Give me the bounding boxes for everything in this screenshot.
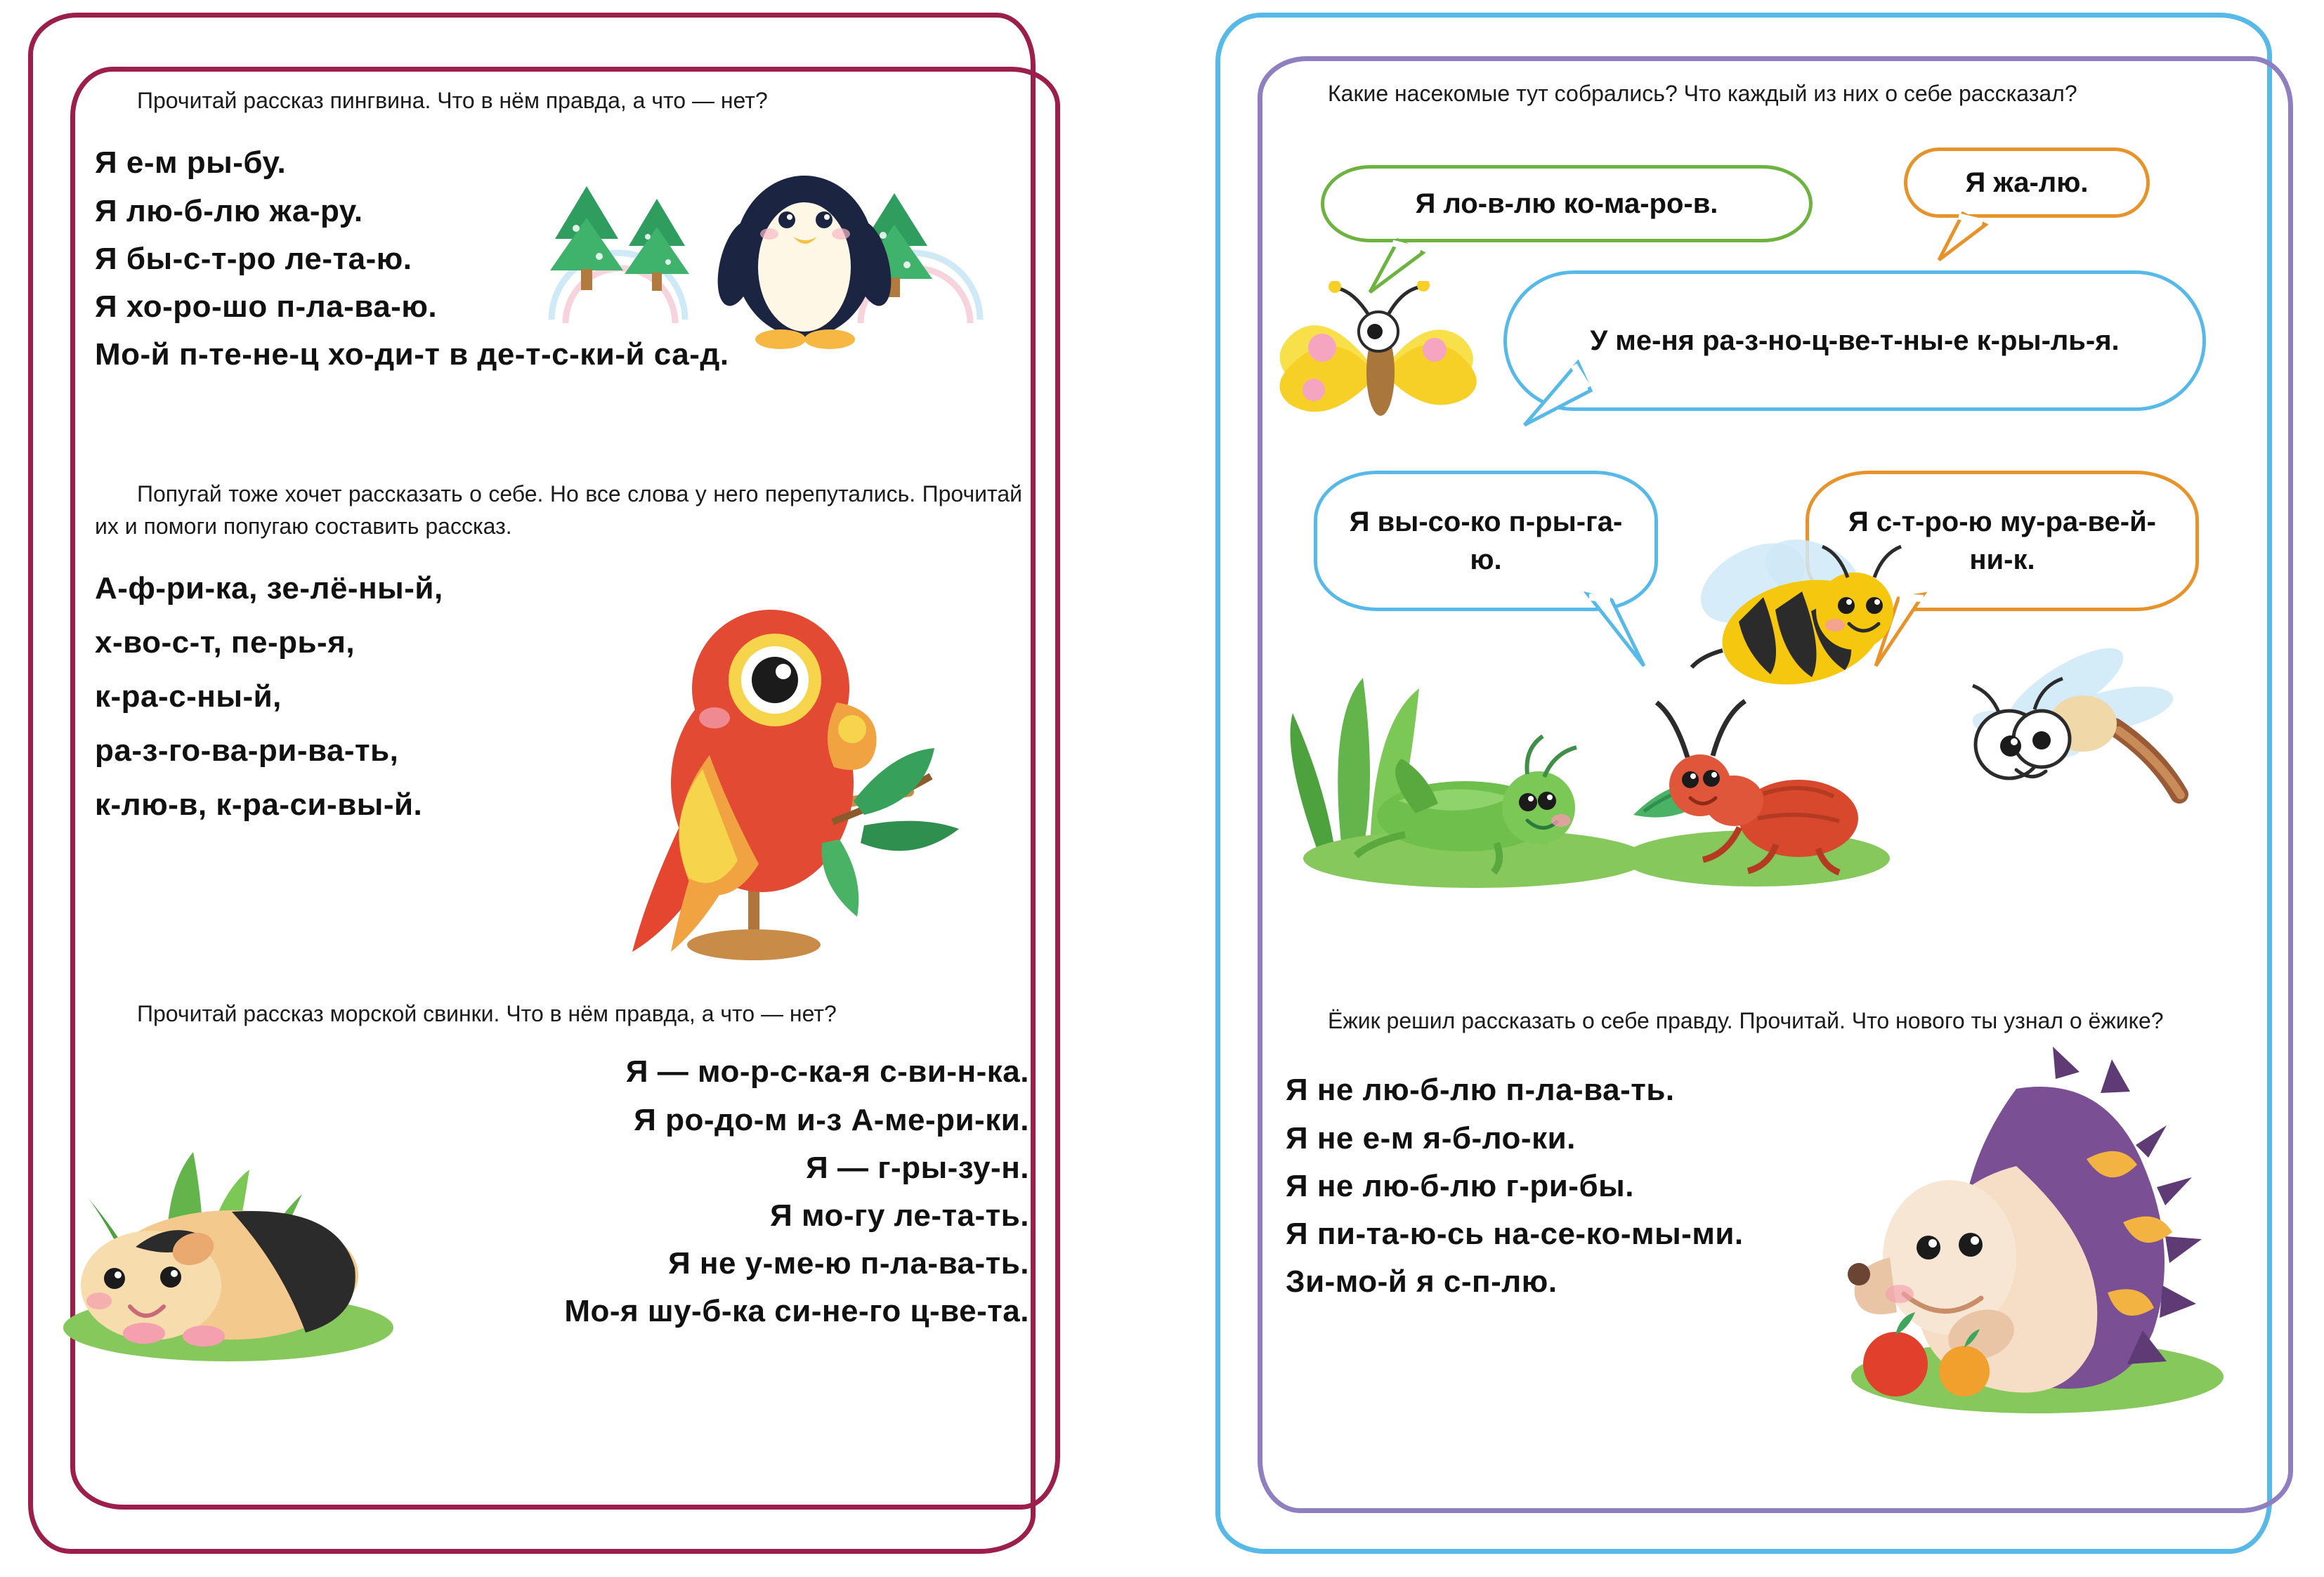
hedgehog-line-4: Я пи-та-ю-сь на-се-ко-мы-ми.: [1286, 1216, 1744, 1251]
penguin-illustration: [544, 144, 994, 376]
parrot-line-1: А-ф-ри-ка, зе-лё-ны-й,: [95, 570, 443, 606]
dragonfly-illustration: [1904, 611, 2199, 843]
butterfly-icon: [1279, 281, 1476, 416]
guinea-pig-line-5: Я не у-ме-ю п-ла-ва-ть.: [668, 1246, 1029, 1281]
hedgehog-line-2: Я не е-м я-б-ло-ки.: [1286, 1120, 1576, 1156]
hedgehog-instruction: Ёжик решил рассказать о себе правду. Прочитай. Что нового ты узнал о ёжике?: [1328, 1008, 2164, 1033]
penguin-line-2: Я лю-б-лю жа-ру.: [95, 193, 363, 228]
parrot-line-4: ра-з-го-ва-ри-ва-ть,: [95, 733, 399, 768]
speech-bubble-tail-blue-2: [1567, 590, 1658, 674]
penguin-line-4: Я хо-ро-шо п-ла-ва-ю.: [95, 289, 438, 324]
parrot-instruction: Попугай тоже хочет рассказать о себе. Но все слова у него перепутались. Прочитай их и помоги попугаю составить рассказ.: [95, 481, 1022, 539]
parrot-line-2: х-во-с-т, пе-рь-я,: [95, 624, 355, 660]
penguin-line-1: Я е-м ры-бу.: [95, 145, 287, 181]
penguin-line-5: Мо-й п-те-не-ц хо-ди-т в де-т-с-ки-й са-д.: [95, 337, 729, 372]
guinea-pig-line-3: Я — г-ры-зу-н.: [806, 1150, 1029, 1185]
dragonfly-icon: [1968, 634, 2181, 795]
hedgehog-illustration: [1806, 1047, 2227, 1426]
penguin-icon: [710, 176, 899, 349]
task-penguin: [95, 84, 1029, 478]
right-page-content: [1286, 77, 2255, 1440]
speech-bubble-mosquitoes: Я ло-в-лю ко-ма-ро-в.: [1321, 165, 1813, 242]
butterfly-illustration: [1272, 281, 1503, 457]
hedgehog-line-3: Я не лю-б-лю г-ри-бы.: [1286, 1168, 1634, 1203]
speech-bubble-sting: Я жа-лю.: [1904, 148, 2150, 218]
speech-bubble-tail-blue-1: [1517, 358, 1602, 436]
guinea-pig-line-4: Я мо-гу ле-та-ть.: [770, 1198, 1029, 1233]
guinea-pig-line-2: Я ро-до-м и-з А-ме-ри-ки.: [634, 1102, 1029, 1137]
task-hedgehog: [1286, 1005, 2255, 1440]
speech-bubble-anthill: Я с-т-ро-ю му-ра-ве-й-ни-к.: [1806, 471, 2199, 611]
left-page-content: [95, 84, 1029, 1419]
task-parrot: [95, 478, 1029, 997]
guinea-pig-line-1: Я — мо-р-с-ка-я с-ви-н-ка.: [625, 1054, 1029, 1089]
right-page: [1194, 0, 2324, 1577]
guinea-pig-line-6: Мо-я шу-б-ка си-не-го ц-ве-та.: [564, 1294, 1029, 1329]
penguin-line-3: Я бы-с-т-ро ле-та-ю.: [95, 241, 412, 276]
insects-instruction: Какие насекомые тут собрались? Что каждый из них о себе рассказал?: [1328, 81, 2077, 106]
parrot-illustration: [587, 590, 1022, 983]
parrot-line-3: к-ра-с-ны-й,: [95, 679, 282, 714]
guinea-pig-instruction: Прочитай рассказ морской свинки. Что в нём правда, а что — нет?: [137, 1001, 837, 1026]
hedgehog-line-1: Я не лю-б-лю п-ла-ва-ть.: [1286, 1073, 1675, 1108]
task-insects: [1286, 77, 2255, 990]
fir-tree-icon: [625, 199, 689, 291]
hedgehog-line-5: Зи-мо-й я с-п-лю.: [1286, 1264, 1558, 1300]
speech-bubble-colorful-wings: У ме-ня ра-з-но-ц-ве-т-ны-е к-ры-ль-я.: [1503, 270, 2206, 411]
fir-tree-icon: [550, 186, 623, 290]
speech-bubble-tail-orange-1: [1932, 211, 1995, 267]
parrot-line-5: к-лю-в, к-ра-си-вы-й.: [95, 787, 423, 822]
guinea-pig-illustration: [53, 1075, 418, 1384]
penguin-instruction: Прочитай рассказ пингвина. Что в нём правда, а что — нет?: [137, 88, 768, 113]
ant-illustration: [1595, 667, 1904, 892]
task-guinea-pig: [95, 997, 1029, 1419]
speech-bubble-jump: Я вы-со-ко п-ры-га-ю.: [1314, 471, 1658, 611]
